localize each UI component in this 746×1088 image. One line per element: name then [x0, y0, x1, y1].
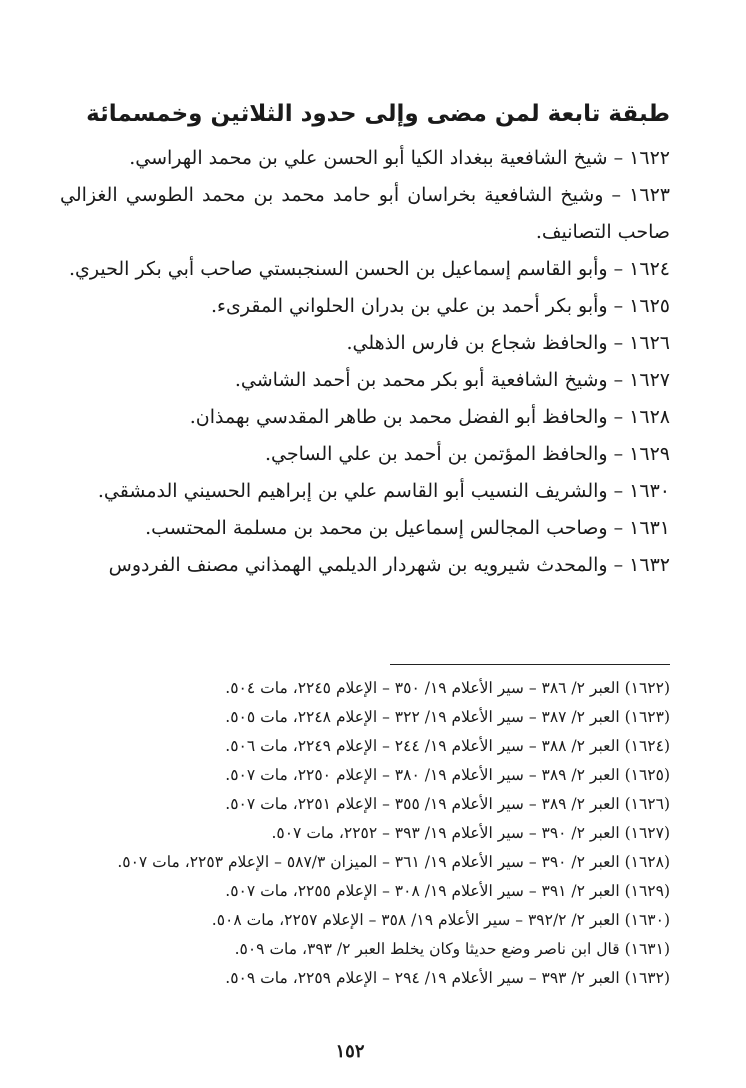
entry-item: ١٦٢٢ – شيخ الشافعية ببغداد الكيا أبو الحسن علي بن محمد الهراسي.: [129, 147, 670, 169]
entry-item: ١٦٢٧ – وشيخ الشافعية أبو بكر محمد بن أحمد الشاشي.: [234, 369, 670, 391]
entry-item: ١٦٢٣ – وشيخ الشافعية بخراسان أبو حامد محمد بن محمد الطوسي الغزالي صاحب التصانيف.: [60, 184, 670, 243]
entry-item: ١٦٣١ – وصاحب المجالس إسماعيل بن محمد بن مسلمة المحتسب.: [145, 517, 670, 539]
entry-item: ١٦٢٤ – وأبو القاسم إسماعيل بن الحسن السنجبستي صاحب أبي بكر الحيري.: [68, 258, 670, 280]
footnote-item: (١٦٣٠) العبر ٢/ ٣٩٢/٢ – سير الأعلام ١٩/ ٣٥٨ – الإعلام ٢٢٥٧، مات ٥٠٨.: [211, 911, 670, 929]
entry-item: ١٦٢٩ – والحافظ المؤتمن بن أحمد بن علي الساجي.: [264, 443, 670, 465]
page-number: ١٥٢: [335, 1041, 365, 1062]
footnote-item: (١٦٣١) قال ابن ناصر وضع حديثا وكان يخلط العبر ٢/ ٣٩٣، مات ٥٠٩.: [234, 940, 670, 958]
book-page: [60, 0, 670, 1088]
footnotes-list: [60, 674, 670, 993]
entry-item: ١٦٢٦ – والحافظ شجاع بن فارس الذهلي.: [346, 332, 670, 354]
section-heading: طبقة تابعة لمن مضى وإلى حدود الثلاثين وخمسمائة: [86, 101, 670, 127]
entry-item: ١٦٣٢ – والمحدث شيرويه بن شهردار الديلمي الهمذاني مصنف الفردوس: [108, 554, 670, 576]
footnote-item: (١٦٢٧) العبر ٢/ ٣٩٠ – سير الأعلام ١٩/ ٣٩٣ – ٢٢٥٢، مات ٥٠٧.: [271, 824, 670, 842]
entries-list: [60, 140, 670, 584]
footnote-item: (١٦٢٦) العبر ٢/ ٣٨٩ – سير الأعلام ١٩/ ٣٥٥ – الإعلام ٢٢٥١، مات ٥٠٧.: [225, 795, 670, 813]
entry-item: ١٦٢٥ – وأبو بكر أحمد بن علي بن بدران الحلواني المقرىء.: [211, 295, 670, 317]
footnote-item: (١٦٢٥) العبر ٢/ ٣٨٩ – سير الأعلام ١٩/ ٣٨٠ – الإعلام ٢٢٥٠، مات ٥٠٧.: [225, 766, 670, 784]
footnote-item: (١٦٢٤) العبر ٢/ ٣٨٨ – سير الأعلام ١٩/ ٢٤٤ – الإعلام ٢٢٤٩، مات ٥٠٦.: [225, 737, 670, 755]
footnote-item: (١٦٢٨) العبر ٢/ ٣٩٠ – سير الأعلام ١٩/ ٣٦١ – الميزان ٥٨٧/٣ – الإعلام ٢٢٥٣، مات ٥٠٧.: [117, 853, 670, 871]
entry-item: ١٦٢٨ – والحافظ أبو الفضل محمد بن طاهر المقدسي بهمذان.: [189, 406, 670, 428]
footnote-item: (١٦٢٢) العبر ٢/ ٣٨٦ – سير الأعلام ١٩/ ٣٥٠ – الإعلام ٢٢٤٥، مات ٥٠٤.: [225, 679, 670, 697]
footnote-item: (١٦٣٢) العبر ٢/ ٣٩٣ – سير الأعلام ١٩/ ٢٩٤ – الإعلام ٢٢٥٩، مات ٥٠٩.: [225, 969, 670, 987]
entry-item: ١٦٣٠ – والشريف النسيب أبو القاسم علي بن إبراهيم الحسيني الدمشقي.: [97, 480, 670, 502]
footnote-separator: [390, 664, 670, 665]
footnote-item: (١٦٢٣) العبر ٢/ ٣٨٧ – سير الأعلام ١٩/ ٣٢٢ – الإعلام ٢٢٤٨، مات ٥٠٥.: [225, 708, 670, 726]
footnote-item: (١٦٢٩) العبر ٢/ ٣٩١ – سير الأعلام ١٩/ ٣٠٨ – الإعلام ٢٢٥٥، مات ٥٠٧.: [225, 882, 670, 900]
